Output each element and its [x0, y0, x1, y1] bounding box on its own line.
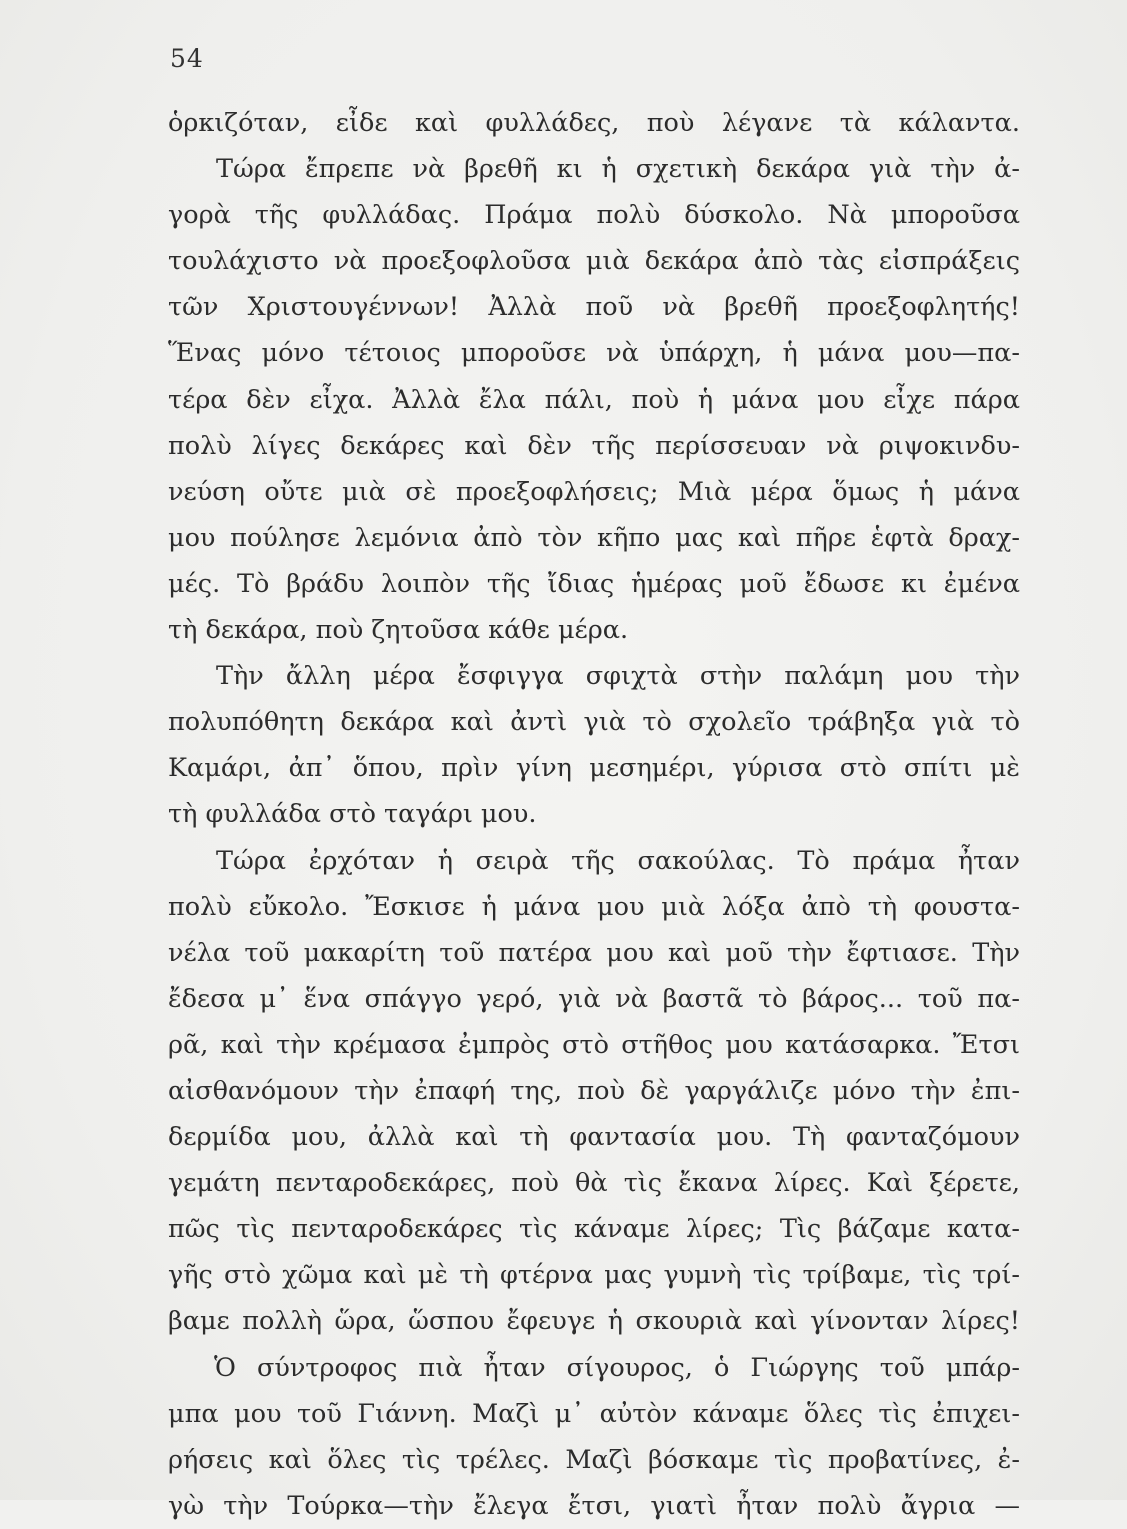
text-line: Τώρα ἐρχόταν ἡ σειρὰ τῆς σακούλας. Τὸ πράμα ἦταν — [216, 845, 1020, 876]
text-line: μπα μου τοῦ Γιάννη. Μαζὶ μ᾿ αὐτὸν κάναμε ὅλες τὶς ἐπιχει- — [168, 1398, 1020, 1429]
text-line: νεύση οὔτε μιὰ σὲ προεξοφλήσεις; Μιὰ μέρα ὅμως ἡ μάνα — [168, 476, 1020, 507]
text-line: ρᾶ, καὶ τὴν κρέμασα ἐμπρὸς στὸ στῆθος μου κατάσαρκα. Ἔτσι — [168, 1029, 1020, 1060]
text-line: τὴ δεκάρα, ποὺ ζητοῦσα κάθε μέρα. — [168, 615, 629, 646]
text-line: γεμάτη πενταροδεκάρες, ποὺ θὰ τὶς ἔκανα λίρες. Καὶ ξέρετε, — [168, 1168, 1020, 1199]
text-line: ρήσεις καὶ ὅλες τὶς τρέλες. Μαζὶ βόσκαμε τὶς προβατίνες, ἐ- — [168, 1444, 1020, 1475]
text-line: γὼ τὴν Τούρκα—τὴν ἔλεγα ἔτσι, γιατὶ ἦταν πολὺ ἄγρια — — [168, 1490, 1020, 1521]
text-line: τὴ φυλλάδα στὸ ταγάρι μου. — [168, 799, 537, 830]
body-text — [168, 100, 1020, 1529]
text-line: νέλα τοῦ μακαρίτη τοῦ πατέρα μου καὶ μοῦ τὴν ἔφτιασε. Τὴν — [168, 937, 1020, 968]
text-line: βαμε πολλὴ ὥρα, ὥσπου ἔφευγε ἡ σκουριὰ καὶ γίνονταν λίρες! — [168, 1306, 1020, 1337]
text-line: Ὁ σύντροφος πιὰ ἦταν σίγουρος, ὁ Γιώργης τοῦ μπάρ- — [214, 1352, 1020, 1383]
text-line: γῆς στὸ χῶμα καὶ μὲ τὴ φτέρνα μας γυμνὴ τὶς τρίβαμε, τὶς τρί- — [168, 1260, 1020, 1291]
text-line: τουλάχιστο νὰ προεξοφλοῦσα μιὰ δεκάρα ἀπὸ τὰς εἰσπράξεις — [168, 246, 1020, 277]
text-line: πολὺ λίγες δεκάρες καὶ δὲν τῆς περίσσευαν νὰ ριψοκινδυ- — [168, 430, 1020, 461]
text-line: Καμάρι, ἀπ᾿ ὅπου, πρὶν γίνη μεσημέρι, γύρισα στὸ σπίτι μὲ — [168, 753, 1020, 784]
text-line: μές. Τὸ βράδυ λοιπὸν τῆς ἴδιας ἡμέρας μοῦ ἔδωσε κι ἐμένα — [168, 568, 1020, 599]
text-line: αἰσθανόμουν τὴν ἐπαφή της, ποὺ δὲ γαργάλιζε μόνο τὴν ἐπι- — [168, 1075, 1020, 1106]
page-number: 54 — [170, 44, 204, 73]
text-line: μου πούλησε λεμόνια ἀπὸ τὸν κῆπο μας καὶ πῆρε ἑφτὰ δραχ- — [168, 522, 1020, 553]
text-line: ὁρκιζόταν, εἶδε καὶ φυλλάδες, ποὺ λέγανε τὰ κάλαντα. — [168, 108, 1020, 138]
text-line: Τώρα ἔπρεπε νὰ βρεθῆ κι ἡ σχετικὴ δεκάρα γιὰ τὴν ἀ- — [216, 154, 1020, 185]
text-line: ἔδεσα μ᾿ ἕνα σπάγγο γερό, γιὰ νὰ βαστᾶ τὸ βάρος... τοῦ πα- — [168, 983, 1020, 1014]
text-line: Τὴν ἄλλη μέρα ἔσφιγγα σφιχτὰ στὴν παλάμη μου τὴν — [216, 661, 1020, 692]
text-line: πολυπόθητη δεκάρα καὶ ἀντὶ γιὰ τὸ σχολεῖο τράβηξα γιὰ τὸ — [168, 707, 1020, 738]
text-line: Ἕνας μόνο τέτοιος μποροῦσε νὰ ὑπάρχη, ἡ μάνα μου—πα- — [168, 338, 1020, 369]
text-line: τέρα δὲν εἶχα. Ἀλλὰ ἔλα πάλι, ποὺ ἡ μάνα μου εἶχε πάρα — [168, 384, 1020, 415]
text-line: δερμίδα μου, ἀλλὰ καὶ τὴ φαντασία μου. Τὴ φανταζόμουν — [168, 1122, 1020, 1153]
text-line: γορὰ τῆς φυλλάδας. Πράμα πολὺ δύσκολο. Νὰ μποροῦσα — [168, 200, 1020, 231]
text-line: πολὺ εὔκολο. Ἔσκισε ἡ μάνα μου μιὰ λόξα ἀπὸ τὴ φουστα- — [168, 891, 1020, 922]
text-line: τῶν Χριστουγέννων! Ἀλλὰ ποῦ νὰ βρεθῆ προεξοφλητής! — [168, 292, 1020, 323]
text-line: πῶς τὶς πενταροδεκάρες τὶς κάναμε λίρες; Τὶς βάζαμε κατα- — [168, 1214, 1020, 1245]
